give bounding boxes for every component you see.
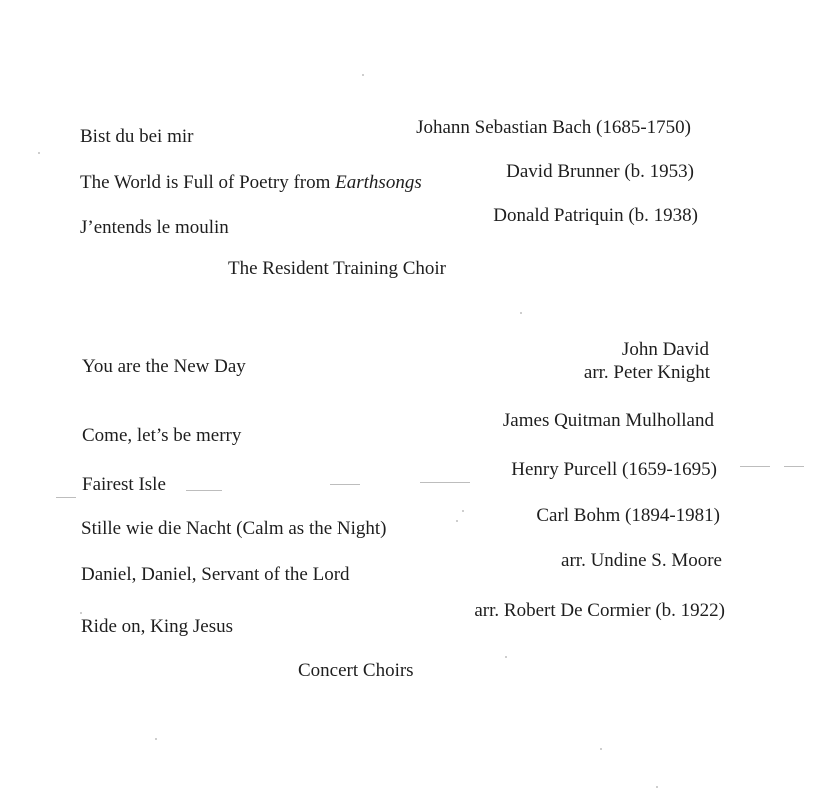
scan-mark	[56, 497, 76, 498]
program-title: You are the New Day	[82, 356, 246, 377]
program-composer: David Brunner (b. 1953)	[506, 161, 694, 182]
program-title	[80, 172, 422, 194]
program-title: Stille wie die Nacht (Calm as the Night)	[81, 518, 387, 539]
scan-speck	[155, 738, 157, 740]
program-title: Come, let’s be merry	[82, 425, 242, 446]
program-title: Daniel, Daniel, Servant of the Lord	[81, 564, 350, 585]
ensemble-heading: Concert Choirs	[298, 660, 414, 681]
program-composer: John David	[621, 339, 709, 360]
program-composer: Donald Patriquin (b. 1938)	[493, 205, 698, 226]
scan-speck	[456, 520, 458, 522]
program-title-italic: Earthsongs	[335, 172, 422, 193]
program-title: J’entends le moulin	[80, 217, 229, 238]
scan-mark	[784, 466, 804, 467]
scan-speck	[80, 612, 82, 614]
program-title: Ride on, King Jesus	[81, 616, 233, 637]
scan-mark	[186, 490, 222, 491]
scan-speck	[600, 748, 602, 750]
program-arranger: arr. Peter Knight	[583, 362, 710, 383]
scan-mark	[740, 466, 770, 467]
program-title-text: The World is Full of Poetry from	[80, 172, 336, 193]
program-title: Bist du bei mir	[80, 126, 194, 147]
scan-mark	[420, 482, 470, 483]
scan-speck	[38, 152, 40, 154]
program-composer: Carl Bohm (1894-1981)	[536, 505, 720, 526]
scan-speck	[362, 74, 364, 76]
scan-speck	[505, 656, 507, 658]
scan-speck	[520, 312, 522, 314]
program-composer: arr. Undine S. Moore	[561, 550, 722, 571]
program-composer: arr. Robert De Cormier (b. 1922)	[474, 600, 725, 621]
program-composer: Johann Sebastian Bach (1685-1750)	[416, 117, 691, 138]
program-title: Fairest Isle	[82, 474, 166, 495]
scan-speck	[462, 510, 464, 512]
scan-speck	[656, 786, 658, 788]
ensemble-heading: The Resident Training Choir	[228, 258, 446, 279]
program-composer: Henry Purcell (1659-1695)	[511, 459, 717, 480]
scan-mark	[330, 484, 360, 485]
program-composer: James Quitman Mulholland	[502, 410, 714, 431]
